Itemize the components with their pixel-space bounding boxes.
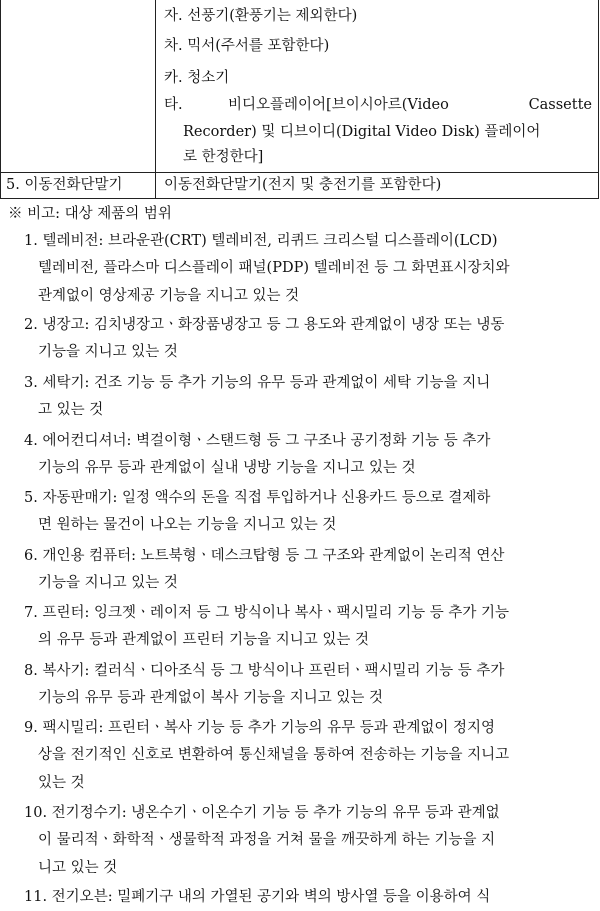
note-item-line: 있는 것: [38, 775, 85, 791]
note-item-line: 8. 복사기: 컬러식ㆍ디아조식 등 그 방식이나 프린터ㆍ팩시밀리 기능 등 추가: [24, 663, 505, 679]
item-marker: 타.: [164, 97, 183, 113]
item-text-word: 비디오플레이어[브이시아르(Video: [228, 97, 449, 113]
item-text: 청소기: [187, 70, 230, 86]
row-content: 이동전화단말기(전지 및 충전기를 포함한다): [164, 177, 442, 193]
item-marker: 카.: [164, 70, 183, 86]
table-cell-item-marker: [164, 94, 183, 116]
note-item-line: 10. 전기정수기: 냉온수기ㆍ이온수기 기능 등 추가 기능의 유무 등과 관계없: [24, 805, 500, 821]
table-bottom-border: [0, 198, 599, 199]
note-heading: ※ 비고: 대상 제품의 범위: [8, 206, 172, 222]
note-item-line: 기능의 유무 등과 관계없이 실내 냉방 기능을 지니고 있는 것: [38, 460, 416, 476]
note-item-line: 고 있는 것: [38, 402, 104, 418]
item-text-word: Cassette: [528, 97, 592, 113]
note-item-line: 관계없이 영상제공 기능을 지니고 있는 것: [38, 288, 300, 304]
note-item-line: 1. 텔레비전: 브라운관(CRT) 텔레비전, 리퀴드 크리스털 디스플레이(LCD): [24, 233, 498, 249]
table-left-border: [0, 0, 1, 199]
note-item-line: 11. 전기오븐: 밀폐기구 내의 가열된 공기와 벽의 방사열 등을 이용하여 식: [24, 889, 491, 905]
item-marker: 차.: [164, 38, 183, 54]
note-item-line: 면 원하는 물건이 나오는 기능을 지니고 있는 것: [38, 517, 337, 533]
table-cell-item: [164, 35, 329, 57]
item-marker: 자.: [164, 8, 183, 24]
item-text: 믹서(주서를 포함한다): [187, 38, 330, 54]
note-item-line: 5. 자동판매기: 일정 액수의 돈을 직접 투입하거나 신용카드 등으로 결제하: [24, 490, 491, 506]
note-item-line: 니고 있는 것: [38, 860, 118, 876]
table-right-border: [598, 0, 599, 199]
table-cell-item: [164, 5, 357, 27]
note-item-line: 7. 프린터: 잉크젯ㆍ레이저 등 그 방식이나 복사ㆍ팩시밀리 기능 등 추가 기능: [24, 605, 510, 621]
item-text-line: Recorder) 및 디브이디(Digital Video Disk) 플레이어: [183, 124, 541, 140]
item-text-line: 로 한정한다]: [183, 149, 264, 165]
note-item-line: 기능을 지니고 있는 것: [38, 575, 178, 591]
note-item-line: 텔레비전, 플라스마 디스플레이 패널(PDP) 텔레비전 등 그 화면표시장치와: [38, 260, 510, 276]
table-column-divider: [155, 0, 156, 199]
note-item-line: 3. 세탁기: 건조 기능 등 추가 기능의 유무 등과 관계없이 세탁 기능을 지니: [24, 375, 491, 391]
note-item-line: 4. 에어컨디셔너: 벽걸이형ㆍ스탠드형 등 그 구조나 공기정화 기능 등 추가: [24, 433, 491, 449]
table-cell-justified-line: [228, 94, 592, 116]
note-item-line: 기능의 유무 등과 관계없이 복사 기능을 지니고 있는 것: [38, 690, 384, 706]
item-text: 선풍기(환풍기는 제외한다): [187, 8, 358, 24]
note-item-line: 2. 냉장고: 김치냉장고ㆍ화장품냉장고 등 그 용도와 관계없이 냉장 또는 냉동: [24, 317, 505, 333]
note-item-line: 의 유무 등과 관계없이 프린터 기능을 지니고 있는 것: [38, 632, 370, 648]
note-item-line: 기능을 지니고 있는 것: [38, 344, 178, 360]
note-item-line: 6. 개인용 컴퓨터: 노트북형ㆍ데스크탑형 등 그 구조와 관계없이 논리적 연산: [24, 548, 505, 564]
table-row-divider: [0, 172, 599, 173]
row-label: 5. 이동전화단말기: [6, 177, 123, 193]
note-item-line: 상을 전기적인 신호로 변환하여 통신채널을 통하여 전송하는 기능을 지니고: [38, 747, 510, 763]
table-cell-item: [164, 67, 229, 89]
note-item-line: 9. 팩시밀리: 프린터ㆍ복사 기능 등 추가 기능의 유무 등과 관계없이 정지영: [24, 720, 496, 736]
note-item-line: 이 물리적ㆍ화학적ㆍ생물학적 과정을 거쳐 물을 깨끗하게 하는 기능을 지: [38, 832, 496, 848]
